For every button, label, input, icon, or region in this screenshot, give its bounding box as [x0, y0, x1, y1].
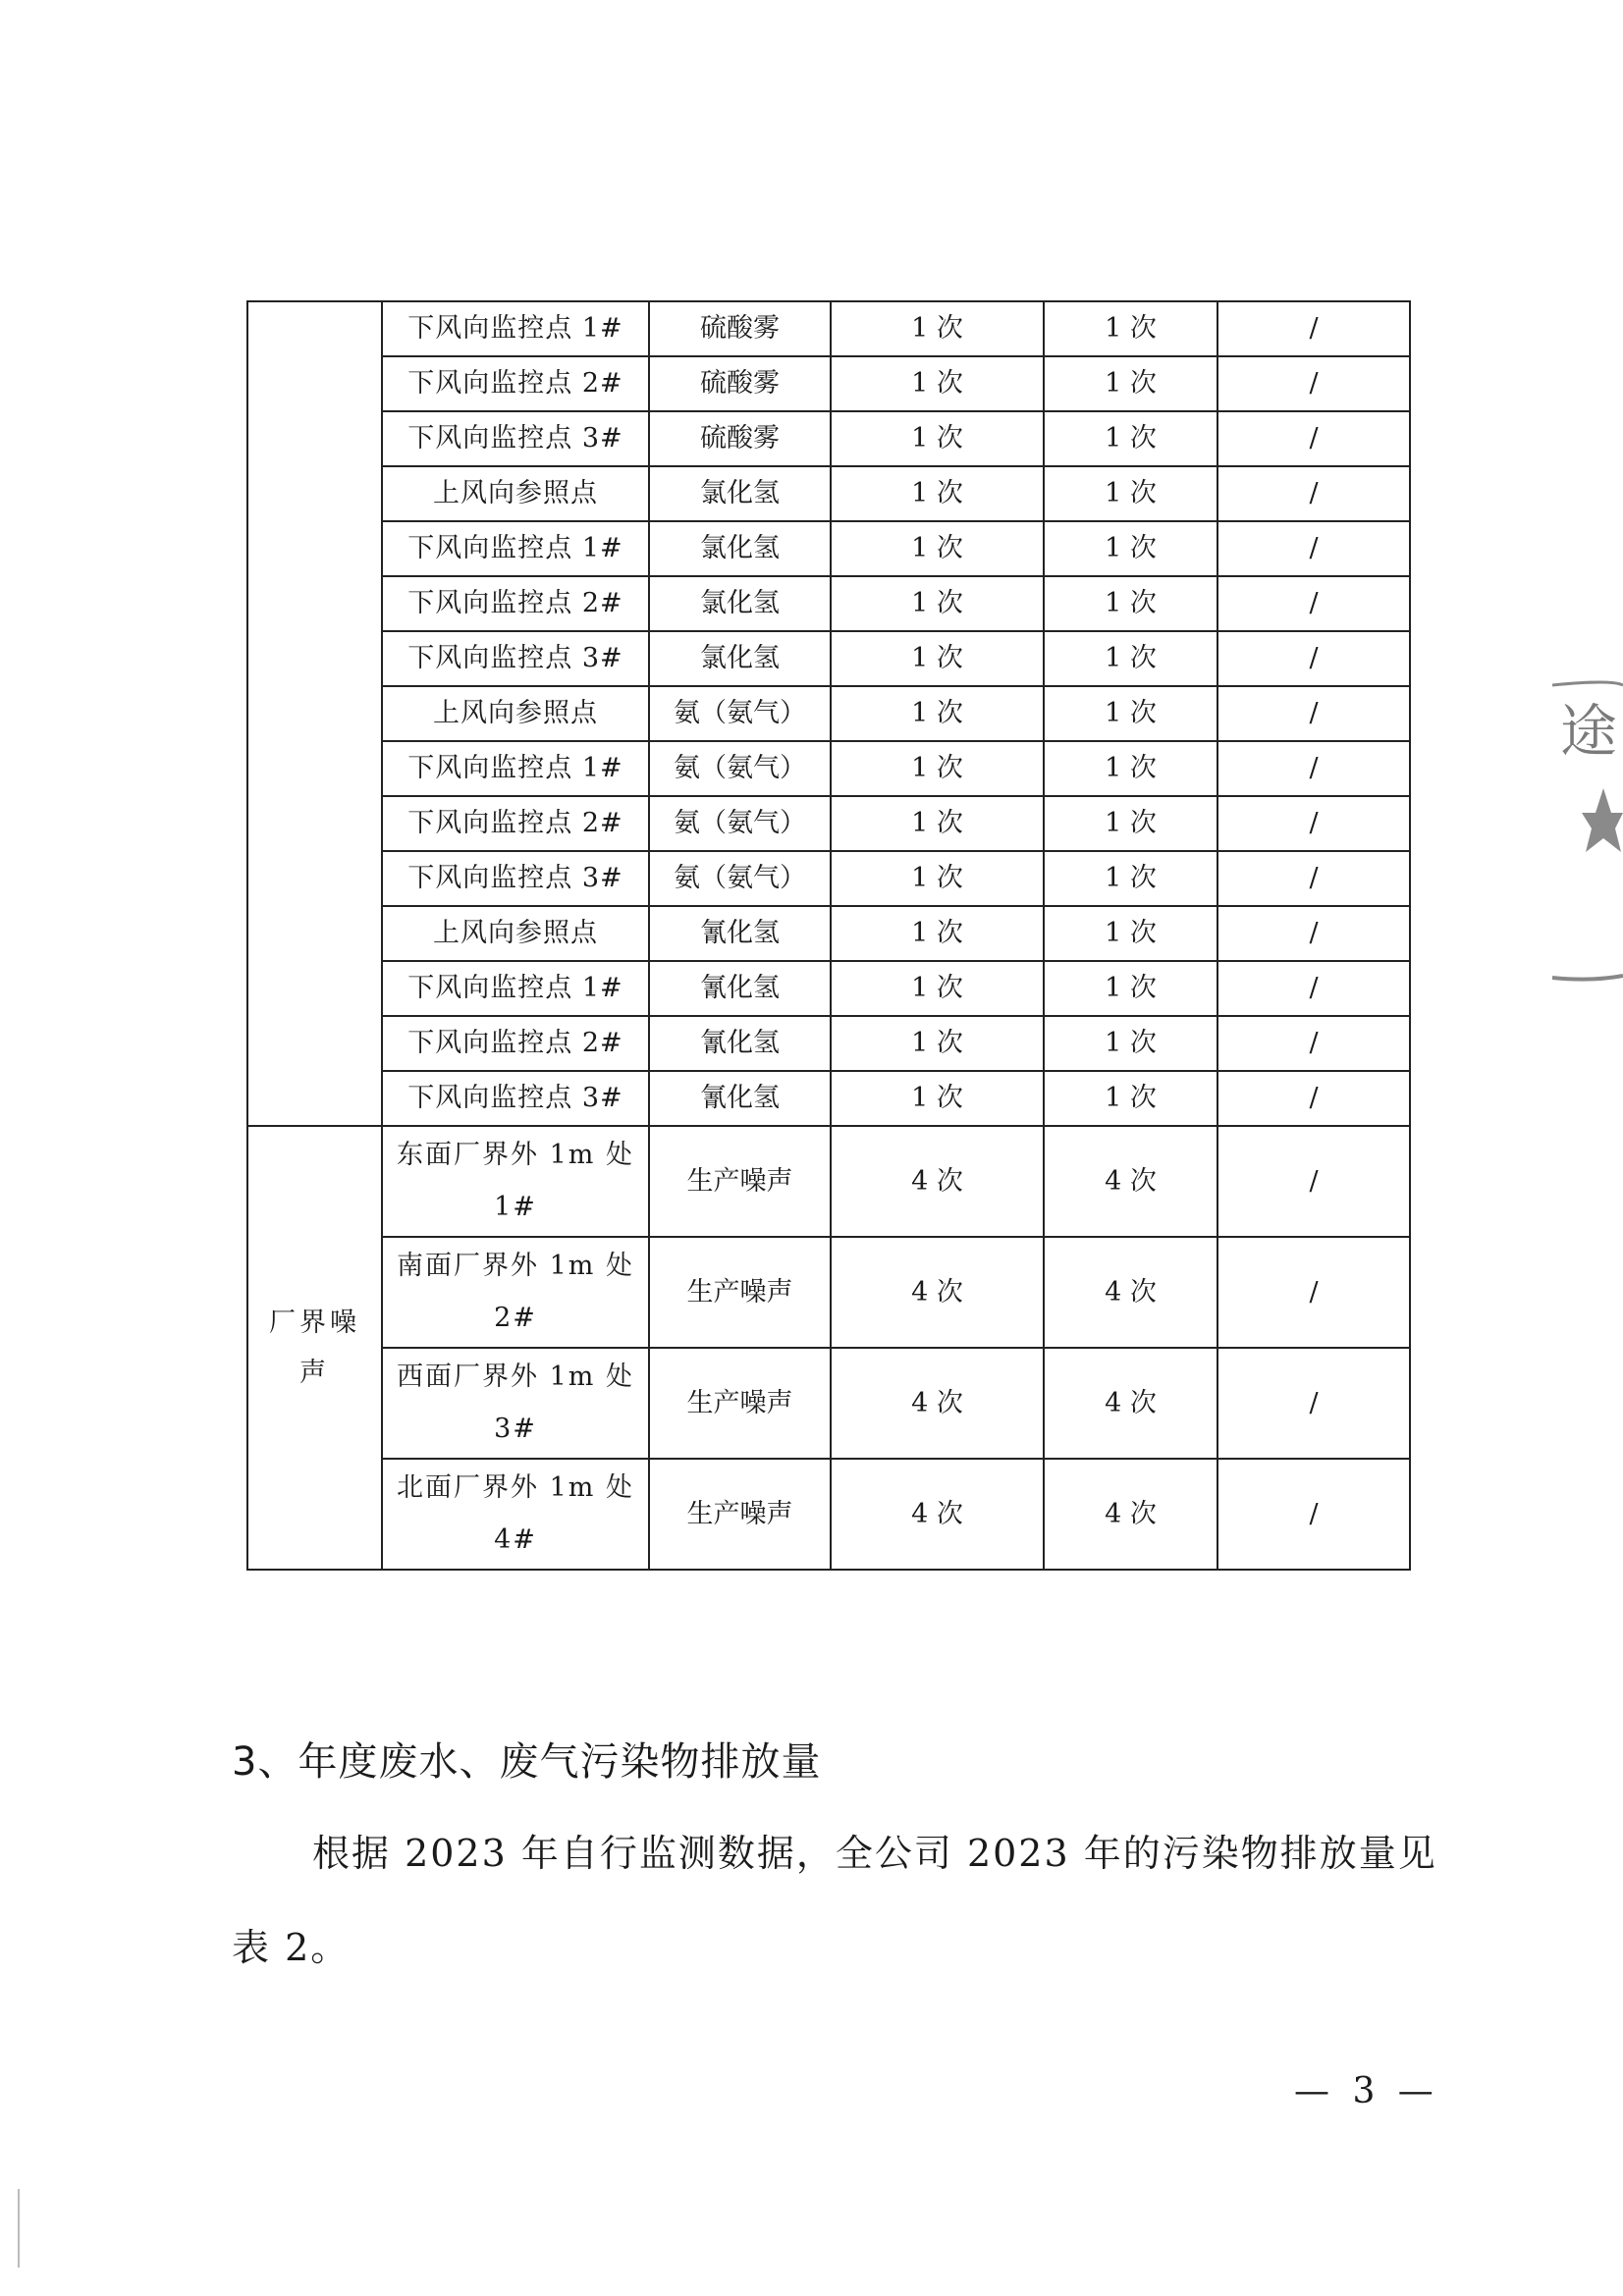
section-title: 3、年度废水、废气污染物排放量: [232, 1739, 822, 1785]
seal-text: 途: [1560, 698, 1618, 765]
frequency-cell-a: 1 次: [831, 906, 1044, 961]
item-cell: 氯化氢: [649, 631, 831, 686]
location-cell: 上风向参照点: [382, 466, 649, 521]
location-cell: 下风向监控点 1#: [382, 521, 649, 576]
frequency-cell-a: 1 次: [831, 576, 1044, 631]
location-cell: 下风向监控点 2#: [382, 576, 649, 631]
location-cell: 下风向监控点 2#: [382, 1016, 649, 1071]
note-cell: /: [1217, 1459, 1410, 1570]
frequency-cell-b: 1 次: [1044, 301, 1217, 356]
table-row: [247, 1237, 1410, 1348]
item-cell: 硫酸雾: [649, 411, 831, 466]
table-row: [247, 356, 1410, 411]
table-row: [247, 1016, 1410, 1071]
frequency-cell-b: 1 次: [1044, 356, 1217, 411]
item-cell: 氯化氢: [649, 466, 831, 521]
note-cell: /: [1217, 1016, 1410, 1071]
monitoring-table-body: [247, 301, 1410, 1570]
frequency-cell-a: 1 次: [831, 356, 1044, 411]
frequency-cell-b: 1 次: [1044, 1016, 1217, 1071]
frequency-cell-a: 1 次: [831, 301, 1044, 356]
frequency-cell-b: 1 次: [1044, 741, 1217, 796]
item-cell: 氰化氢: [649, 1071, 831, 1126]
frequency-cell-a: 1 次: [831, 1071, 1044, 1126]
location-cell: 下风向监控点 3#: [382, 851, 649, 906]
item-cell: 氨（氨气）: [649, 686, 831, 741]
item-cell: 生产噪声: [649, 1126, 831, 1237]
location-cell: 西面厂界外 1m 处 3#: [382, 1348, 649, 1459]
note-cell: /: [1217, 1348, 1410, 1459]
table-row: [247, 521, 1410, 576]
note-cell: /: [1217, 961, 1410, 1016]
section-paragraph: 根据 2023 年自行监测数据，全公司 2023 年的污染物排放量见表 2。: [232, 1832, 1437, 1969]
frequency-cell-b: 4 次: [1044, 1126, 1217, 1237]
location-cell: 下风向监控点 3#: [382, 1071, 649, 1126]
table-row: [247, 851, 1410, 906]
item-cell: 氨（氨气）: [649, 851, 831, 906]
scan-edge-mark: [18, 2189, 20, 2268]
page-number: — 3 —: [1294, 2071, 1439, 2111]
location-cell: 下风向监控点 1#: [382, 301, 649, 356]
frequency-cell-a: 1 次: [831, 961, 1044, 1016]
table-row: [247, 686, 1410, 741]
note-cell: /: [1217, 1237, 1410, 1348]
item-cell: 氨（氨气）: [649, 741, 831, 796]
frequency-cell-a: 1 次: [831, 521, 1044, 576]
official-seal: [1552, 666, 1623, 999]
item-cell: 生产噪声: [649, 1459, 831, 1570]
item-cell: 硫酸雾: [649, 301, 831, 356]
monitoring-table: [246, 300, 1411, 1571]
table-row: [247, 631, 1410, 686]
item-cell: 氰化氢: [649, 1016, 831, 1071]
frequency-cell-b: 1 次: [1044, 631, 1217, 686]
table-row: [247, 411, 1410, 466]
frequency-cell-a: 1 次: [831, 851, 1044, 906]
frequency-cell-b: 1 次: [1044, 576, 1217, 631]
location-cell: 下风向监控点 3#: [382, 631, 649, 686]
note-cell: /: [1217, 1071, 1410, 1126]
note-cell: /: [1217, 1126, 1410, 1237]
table-row: [247, 301, 1410, 356]
location-cell: 下风向监控点 2#: [382, 356, 649, 411]
table-row: [247, 906, 1410, 961]
frequency-cell-b: 1 次: [1044, 796, 1217, 851]
item-cell: 生产噪声: [649, 1348, 831, 1459]
frequency-cell-b: 1 次: [1044, 961, 1217, 1016]
frequency-cell-b: 4 次: [1044, 1348, 1217, 1459]
frequency-cell-a: 4 次: [831, 1237, 1044, 1348]
item-cell: 生产噪声: [649, 1237, 831, 1348]
table-row: [247, 961, 1410, 1016]
frequency-cell-b: 4 次: [1044, 1459, 1217, 1570]
frequency-cell-a: 4 次: [831, 1459, 1044, 1570]
note-cell: /: [1217, 301, 1410, 356]
frequency-cell-b: 4 次: [1044, 1237, 1217, 1348]
category-cell-air: [247, 301, 382, 1126]
frequency-cell-a: 1 次: [831, 796, 1044, 851]
table-row: [247, 576, 1410, 631]
frequency-cell-a: 1 次: [831, 741, 1044, 796]
table-row: [247, 1348, 1410, 1459]
item-cell: 硫酸雾: [649, 356, 831, 411]
frequency-cell-a: 1 次: [831, 631, 1044, 686]
location-cell: 下风向监控点 1#: [382, 741, 649, 796]
frequency-cell-b: 1 次: [1044, 411, 1217, 466]
item-cell: 氰化氢: [649, 961, 831, 1016]
note-cell: /: [1217, 411, 1410, 466]
table-row: [247, 796, 1410, 851]
note-cell: /: [1217, 631, 1410, 686]
table-row: [247, 466, 1410, 521]
item-cell: 氯化氢: [649, 521, 831, 576]
location-cell: 下风向监控点 3#: [382, 411, 649, 466]
frequency-cell-b: 1 次: [1044, 906, 1217, 961]
note-cell: /: [1217, 851, 1410, 906]
frequency-cell-a: 1 次: [831, 1016, 1044, 1071]
location-cell: 上风向参照点: [382, 906, 649, 961]
frequency-cell-a: 4 次: [831, 1126, 1044, 1237]
note-cell: /: [1217, 686, 1410, 741]
frequency-cell-a: 1 次: [831, 466, 1044, 521]
frequency-cell-a: 4 次: [831, 1348, 1044, 1459]
note-cell: /: [1217, 906, 1410, 961]
location-cell: 下风向监控点 1#: [382, 961, 649, 1016]
note-cell: /: [1217, 356, 1410, 411]
frequency-cell-b: 1 次: [1044, 1071, 1217, 1126]
location-cell: 南面厂界外 1m 处 2#: [382, 1237, 649, 1348]
location-cell: 上风向参照点: [382, 686, 649, 741]
location-cell: 北面厂界外 1m 处 4#: [382, 1459, 649, 1570]
frequency-cell-b: 1 次: [1044, 686, 1217, 741]
note-cell: /: [1217, 466, 1410, 521]
table-row: [247, 1126, 1410, 1237]
note-cell: /: [1217, 796, 1410, 851]
item-cell: 氨（氨气）: [649, 796, 831, 851]
item-cell: 氯化氢: [649, 576, 831, 631]
frequency-cell-b: 1 次: [1044, 466, 1217, 521]
note-cell: /: [1217, 741, 1410, 796]
frequency-cell-a: 1 次: [831, 411, 1044, 466]
category-cell-noise: 厂界噪声: [247, 1126, 382, 1570]
note-cell: /: [1217, 576, 1410, 631]
table-row: [247, 741, 1410, 796]
table-row: [247, 1459, 1410, 1570]
frequency-cell-b: 1 次: [1044, 521, 1217, 576]
location-cell: 下风向监控点 2#: [382, 796, 649, 851]
frequency-cell-a: 1 次: [831, 686, 1044, 741]
table-row: [247, 1071, 1410, 1126]
frequency-cell-b: 1 次: [1044, 851, 1217, 906]
note-cell: /: [1217, 521, 1410, 576]
item-cell: 氰化氢: [649, 906, 831, 961]
location-cell: 东面厂界外 1m 处 1#: [382, 1126, 649, 1237]
